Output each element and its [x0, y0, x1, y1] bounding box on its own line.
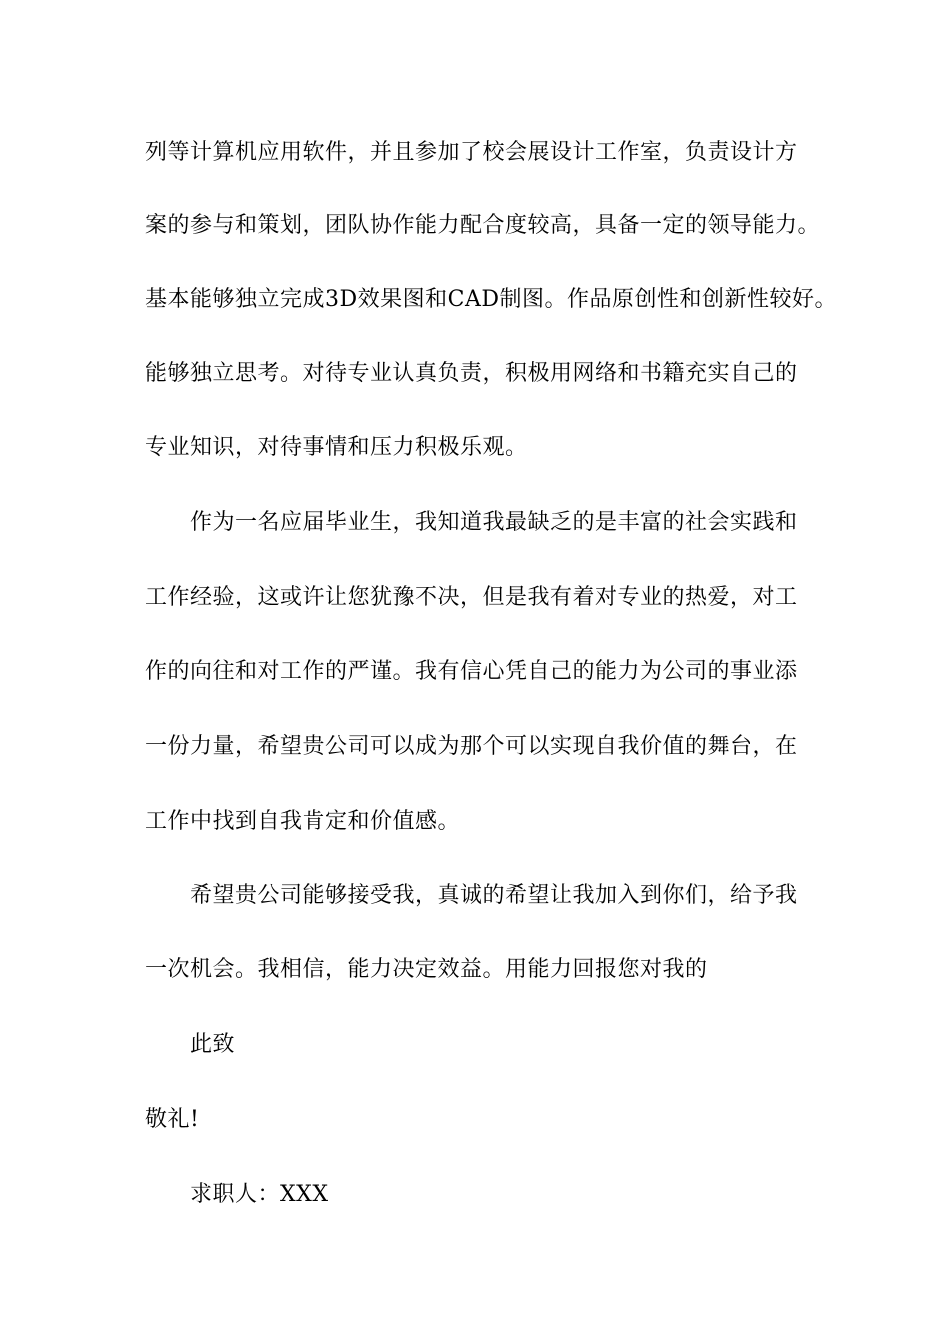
- signature: 求职人：XXX: [190, 1182, 329, 1207]
- body-line: 一份力量，希望贵公司可以成为那个可以实现自我价值的舞台，在: [145, 734, 798, 759]
- closing-regards: 敬礼!: [145, 1107, 200, 1132]
- body-line: 专业知识，对待事情和压力积极乐观。: [145, 435, 528, 460]
- body-line: 工作经验，这或许让您犹豫不决，但是我有着对专业的热爱，对工: [145, 585, 798, 610]
- closing-salutation: 此致: [190, 1032, 236, 1057]
- paragraph-start-line: 希望贵公司能够接受我，真诚的希望让我加入到你们，给予我: [190, 883, 798, 908]
- body-line: 一次机会。我相信，能力决定效益。用能力回报您对我的: [145, 957, 708, 982]
- body-line: 作的向往和对工作的严谨。我有信心凭自己的能力为公司的事业添: [145, 659, 798, 684]
- body-line: 案的参与和策划，团队协作能力配合度较高，具备一定的领导能力。: [145, 213, 821, 238]
- body-line: 能够独立思考。对待专业认真负责，积极用网络和书籍充实自己的: [145, 361, 798, 386]
- body-line: 工作中找到自我肯定和价值感。: [145, 809, 461, 834]
- body-line: 基本能够独立完成3D效果图和CAD制图。作品原创性和创新性较好。: [145, 287, 837, 312]
- paragraph-start-line: 作为一名应届毕业生，我知道我最缺乏的是丰富的社会实践和: [190, 510, 798, 535]
- body-line: 列等计算机应用软件，并且参加了校会展设计工作室，负责设计方: [145, 140, 798, 165]
